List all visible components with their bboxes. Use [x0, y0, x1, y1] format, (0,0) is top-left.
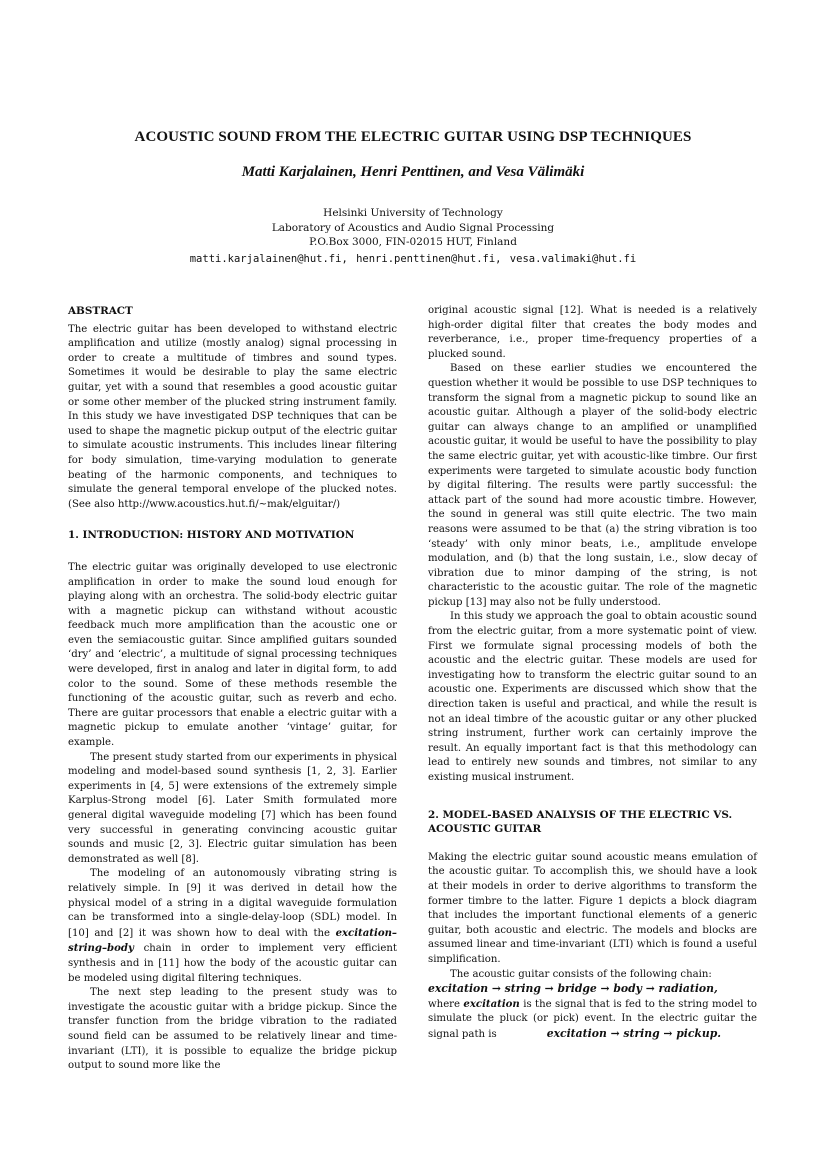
section-heading: 2. MODEL-BASED ANALYSIS OF THE ELECTRIC VS.	[428, 808, 733, 821]
emphasis: excitation	[463, 997, 520, 1010]
left-column	[68, 304, 397, 1074]
paragraph: The acoustic guitar consists of the following chain:	[450, 968, 712, 980]
right-column	[428, 304, 757, 1043]
text-span: The modeling of an autonomously vibrating string is relatively simple. In [9] it was derived in detail how the physical model of a string in a digital waveguide formulation can be transformed into a single-delay-loop (SDL) model. In [10] and [2] it was shown how to deal with the	[68, 868, 397, 939]
paragraph: original acoustic signal [12]. What is needed is a relatively high-order digital filter that creates the body modes and reverberance, i.e., proper time-frequency properties of a plucked sound.	[428, 305, 757, 360]
paragraph: Making the electric guitar sound acoustic means emulation of the acoustic guitar. To accomplish this, we should have a look at their models in order to derive algorithms to transform the former timbre to the latter. Figure 1 depicts a block diagram that includes the important functional elements of a generic guitar, both acoustic and electric. The models and blocks are assumed linear and time-invariant (LTI) which is found a useful simplification.	[428, 851, 757, 965]
text-span: chain in order to implement very efficient synthesis and in [11] how the body of the acoustic guitar can be modeled using digital filtering techniques.	[68, 943, 397, 984]
section-heading: ACOUSTIC GUITAR	[428, 823, 542, 836]
emphasis: excitation–string–body	[68, 926, 397, 955]
paragraph: The present study started from our experiments in physical modeling and model-based sound synthesis [1, 2, 3]. Earlier experiments in [4, 5] were extensions of the extremely simple Karplus-Strong model [6]. Later Smith formulated more general digital waveguide modeling [7] which has been found very successful in generating convincing acoustic guitar sounds and music [2, 3]. Electric guitar simulation has been demonstrated as well [8].	[68, 751, 397, 865]
affiliation-line: Laboratory of Acoustics and Audio Signal Processing	[271, 221, 555, 234]
paper-title: ACOUSTIC SOUND FROM THE ELECTRIC GUITAR USING DSP TECHNIQUES	[134, 129, 692, 145]
paragraph: The next step leading to the present study was to investigate the acoustic guitar with a bridge pickup. Since the transfer function from the bridge vibration to the radiated sound field can be assumed to be relatively linear and time-invariant (LTI), it is possible to equalize the bridge pickup output to sound more like the	[68, 987, 397, 1072]
paragraph: In this study we approach the goal to obtain acoustic sound from the electric guitar, from a more systematic point of view. First we formulate signal processing models of both the acoustic and the electric guitar. These models are used for investigating how to transform the electric guitar sound to an acoustic one. Experiments are discussed which show that the direction taken is useful and practical, and while the result is not an ideal timbre of the acoustic guitar or any other plucked string instrument, further work can certainly improve the result. An equally important fact is that this methodology can lead to entirely new sounds and timbres, not similar to any existing musical instrument.	[428, 611, 757, 783]
text-span: where	[428, 998, 464, 1010]
affiliation-line: Helsinki University of Technology	[323, 207, 503, 219]
author-emails: matti.karjalainen@hut.fi, henri.penttinen@hut.fi, vesa.valimaki@hut.fi	[189, 253, 637, 265]
abstract-text: The electric guitar has been developed to withstand electric amplification and utilize (mostly analog) signal processing in order to create a multitude of timbres and sound types. Sometimes it would be desirable to play the same electric guitar, yet with a sound that resembles a good acoustic guitar or some other member of the plucked string instrument family. In this study we have investigated DSP techniques that can be used to shape the magnetic pickup output of the electric guitar to simulate acoustic instruments. This includes linear filtering for body simulation, time-varying modulation to generate beating of the harmonic components, and techniques to simulate the general temporal envelope of the plucked notes. (See also http://www.acoustics.hut.fi/~mak/elguitar/)	[68, 323, 397, 510]
section-heading: 1. INTRODUCTION: HISTORY AND MOTIVATION	[68, 529, 355, 542]
signal-chain-equation: excitation → string → bridge → body → radiation,	[428, 982, 718, 996]
paragraph	[428, 997, 757, 1043]
text-span: is the signal that is fed to the string model to simulate the pluck (or pick) event. In the electric guitar the signal path is	[428, 998, 757, 1040]
signal-chain-equation: excitation → string → pickup.	[546, 1026, 722, 1040]
paragraph: Based on these earlier studies we encountered the question whether it would be possible to use DSP techniques to transform the signal from a magnetic pickup to sound like an acoustic guitar. Although a player of the solid-body electric guitar can always change to an amplified or unamplified acoustic guitar, it would be useful to have the possibility to play the same electric guitar, yet with acoustic-like timbre. Our first experiments were targeted to simulate acoustic body function by digital filtering. The results were partly successful: the attack part of the sound had more acoustic timbre. However, the sound in general was still quite electric. The two main reasons were assumed to be that (a) the string vibration is too ‘steady’ with only minor beats, i.e., amplitude envelope modulation, and (b) that the long sustain, i.e., slow decay of vibration due to minor damping of the string, is not characteristic to the acoustic guitar. The role of the magnetic pickup [13] may also not be fully understood.	[428, 363, 757, 608]
affiliation	[60, 206, 766, 250]
author-list: Matti Karjalainen, Henri Penttinen, and Vesa Välimäki	[241, 164, 585, 180]
paragraph	[68, 867, 397, 986]
affiliation-line: P.O.Box 3000, FIN-02015 HUT, Finland	[309, 236, 517, 248]
paragraph: The electric guitar was originally developed to use electronic amplification in order to make the sound loud enough for playing along with an orchestra. The solid-body electric guitar with a magnetic pickup can withstand without acoustic feedback much more amplification than the acoustic one or even the semiacoustic guitar. Since amplified guitars sounded ‘dry’ and ‘electric’, a multitude of signal processing techniques were developed, first in analog and later in digital form, to add color to the sound. Some of these methods resemble the functioning of the acoustic guitar, such as reverb and echo. There are guitar processors that enable a electric guitar with a magnetic pickup to emulate another ‘vintage’ guitar, for example.	[68, 561, 397, 749]
abstract-heading: ABSTRACT	[68, 305, 133, 317]
